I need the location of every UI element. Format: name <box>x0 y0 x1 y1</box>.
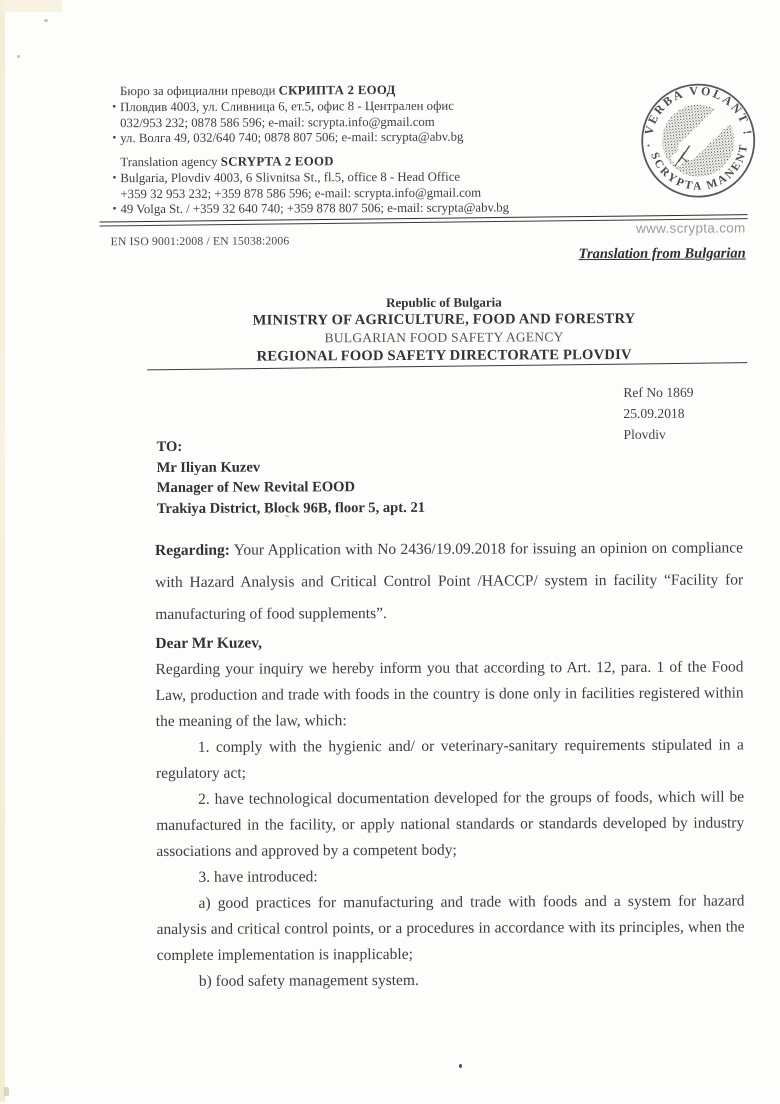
heading-agency: BULGARIAN FOOD SAFETY AGENCY <box>324 329 564 346</box>
body-paragraph: b) food safety management system. <box>198 971 419 990</box>
bullet-icon: • <box>112 98 117 114</box>
agency-phones-en: +359 32 953 232; +359 878 586 596; e-mail: scrypta.info@gmail.com <box>120 185 482 201</box>
iso-certification: EN ISO 9001:2008 / EN 15038:2006 <box>110 234 290 249</box>
letterhead-english <box>111 153 581 218</box>
agency-address2-bg-text: ул. Волга 49, 032/640 740; 0878 807 506; e-mail: scrypta@abv.bg <box>120 130 464 146</box>
agency-address-bg-text: Пловдив 4003, ул. Сливница 6, ет.5, офис 8 - Централен офис <box>120 98 454 114</box>
ref-number: Ref No 1869 <box>623 384 694 400</box>
agency-address-en-text: Bulgaria, Plovdiv 4003, 6 Slivnitsa St., fl.5, office 8 - Head Office <box>120 169 461 185</box>
agency-address2-en-text: 49 Volga St. / +359 32 640 740; +359 878 807 506; e-mail: scrypta@abv.bg <box>120 200 510 217</box>
heading-ministry: MINISTRY OF AGRICULTURE, FOOD AND FORESTRY <box>252 310 636 329</box>
letterhead-bulgarian <box>111 82 581 147</box>
letter-body <box>155 532 745 995</box>
agency-address-bg <box>111 98 581 116</box>
heading-directorate: REGIONAL FOOD SAFETY DIRECTORATE PLOVDIV <box>256 346 632 365</box>
agency-company-bg: СКРИПТА 2 ЕООД <box>278 82 396 98</box>
seal-bottom-text: SCRYPTA MANENT <box>648 142 751 193</box>
regarding-text: Your Application with No 2436/19.09.2018 for issuing an opinion on compliance with Hazard Analysis and Critical Control Point /HACCP/ system in facility “Facility for manufacturing of food supplements”. <box>155 539 744 624</box>
website-url: www.scrypta.com <box>636 220 746 236</box>
recipient-title: Manager of New Revital EOOD <box>156 479 356 497</box>
recipient-address: Trakiya District, Block 96B, floor 5, apt. 21 <box>156 499 426 517</box>
recipient-name: Mr Iliyan Kuzev <box>156 459 261 476</box>
heading-republic: Republic of Bulgaria <box>386 294 502 311</box>
bullet-icon: • <box>112 130 117 145</box>
recipient-to-label: TO: <box>156 438 183 456</box>
seal-stamp-icon <box>624 65 772 217</box>
recipient-block <box>157 436 426 519</box>
body-paragraph: 2. have technological documentation developed for the groups of foods, which will be manufactured in the facility, or apply national standards or standards developed by industry associations and approved by a competent body; <box>156 788 745 861</box>
agency-intro-en: Translation agency <box>120 154 221 170</box>
body-paragraph: 3. have introduced: <box>198 868 318 886</box>
body-paragraph: Regarding your inquiry we hereby inform you that according to Art. 12, para. 1 of the Food Law, production and trade with foods in the country is done only in facilities registered within the meaning of the law, which: <box>155 658 744 731</box>
salutation: Dear Mr Kuzev, <box>155 634 263 653</box>
translation-note: Translation from Bulgarian <box>578 245 746 263</box>
regarding-label: Regarding: <box>154 541 230 560</box>
agency-company-en: SCRYPTA 2 EOOD <box>220 154 334 169</box>
body-paragraph: a) good practices for manufacturing and trade with foods and a system for hazard analysis and critical control points, or a procedures in accordance with its principles, when the complete implementation is inapplicable; <box>156 892 745 965</box>
ref-date: 25.09.2018 <box>623 405 685 421</box>
agency-phones-bg: 032/953 232; 0878 586 596; e-mail: scrypta.info@gmail.com <box>120 114 435 130</box>
agency-intro-bg: Бюро за официални преводи <box>119 83 279 99</box>
seal-top-text: · VERBA VOLANT ! <box>641 83 756 149</box>
ministry-heading <box>129 293 759 366</box>
bullet-icon: • <box>112 169 117 185</box>
body-paragraph: 1. comply with the hygienic and/ or veterinary-sanitary requirements stipulated in a regulatory act; <box>155 736 744 783</box>
ref-city: Plovdiv <box>623 426 666 442</box>
bullet-icon: • <box>112 201 117 216</box>
agency-address2-bg <box>111 130 581 148</box>
regarding-paragraph <box>155 532 743 631</box>
reference-block <box>623 382 694 445</box>
agency-address2-en <box>111 201 581 219</box>
agency-address-en <box>111 169 581 187</box>
